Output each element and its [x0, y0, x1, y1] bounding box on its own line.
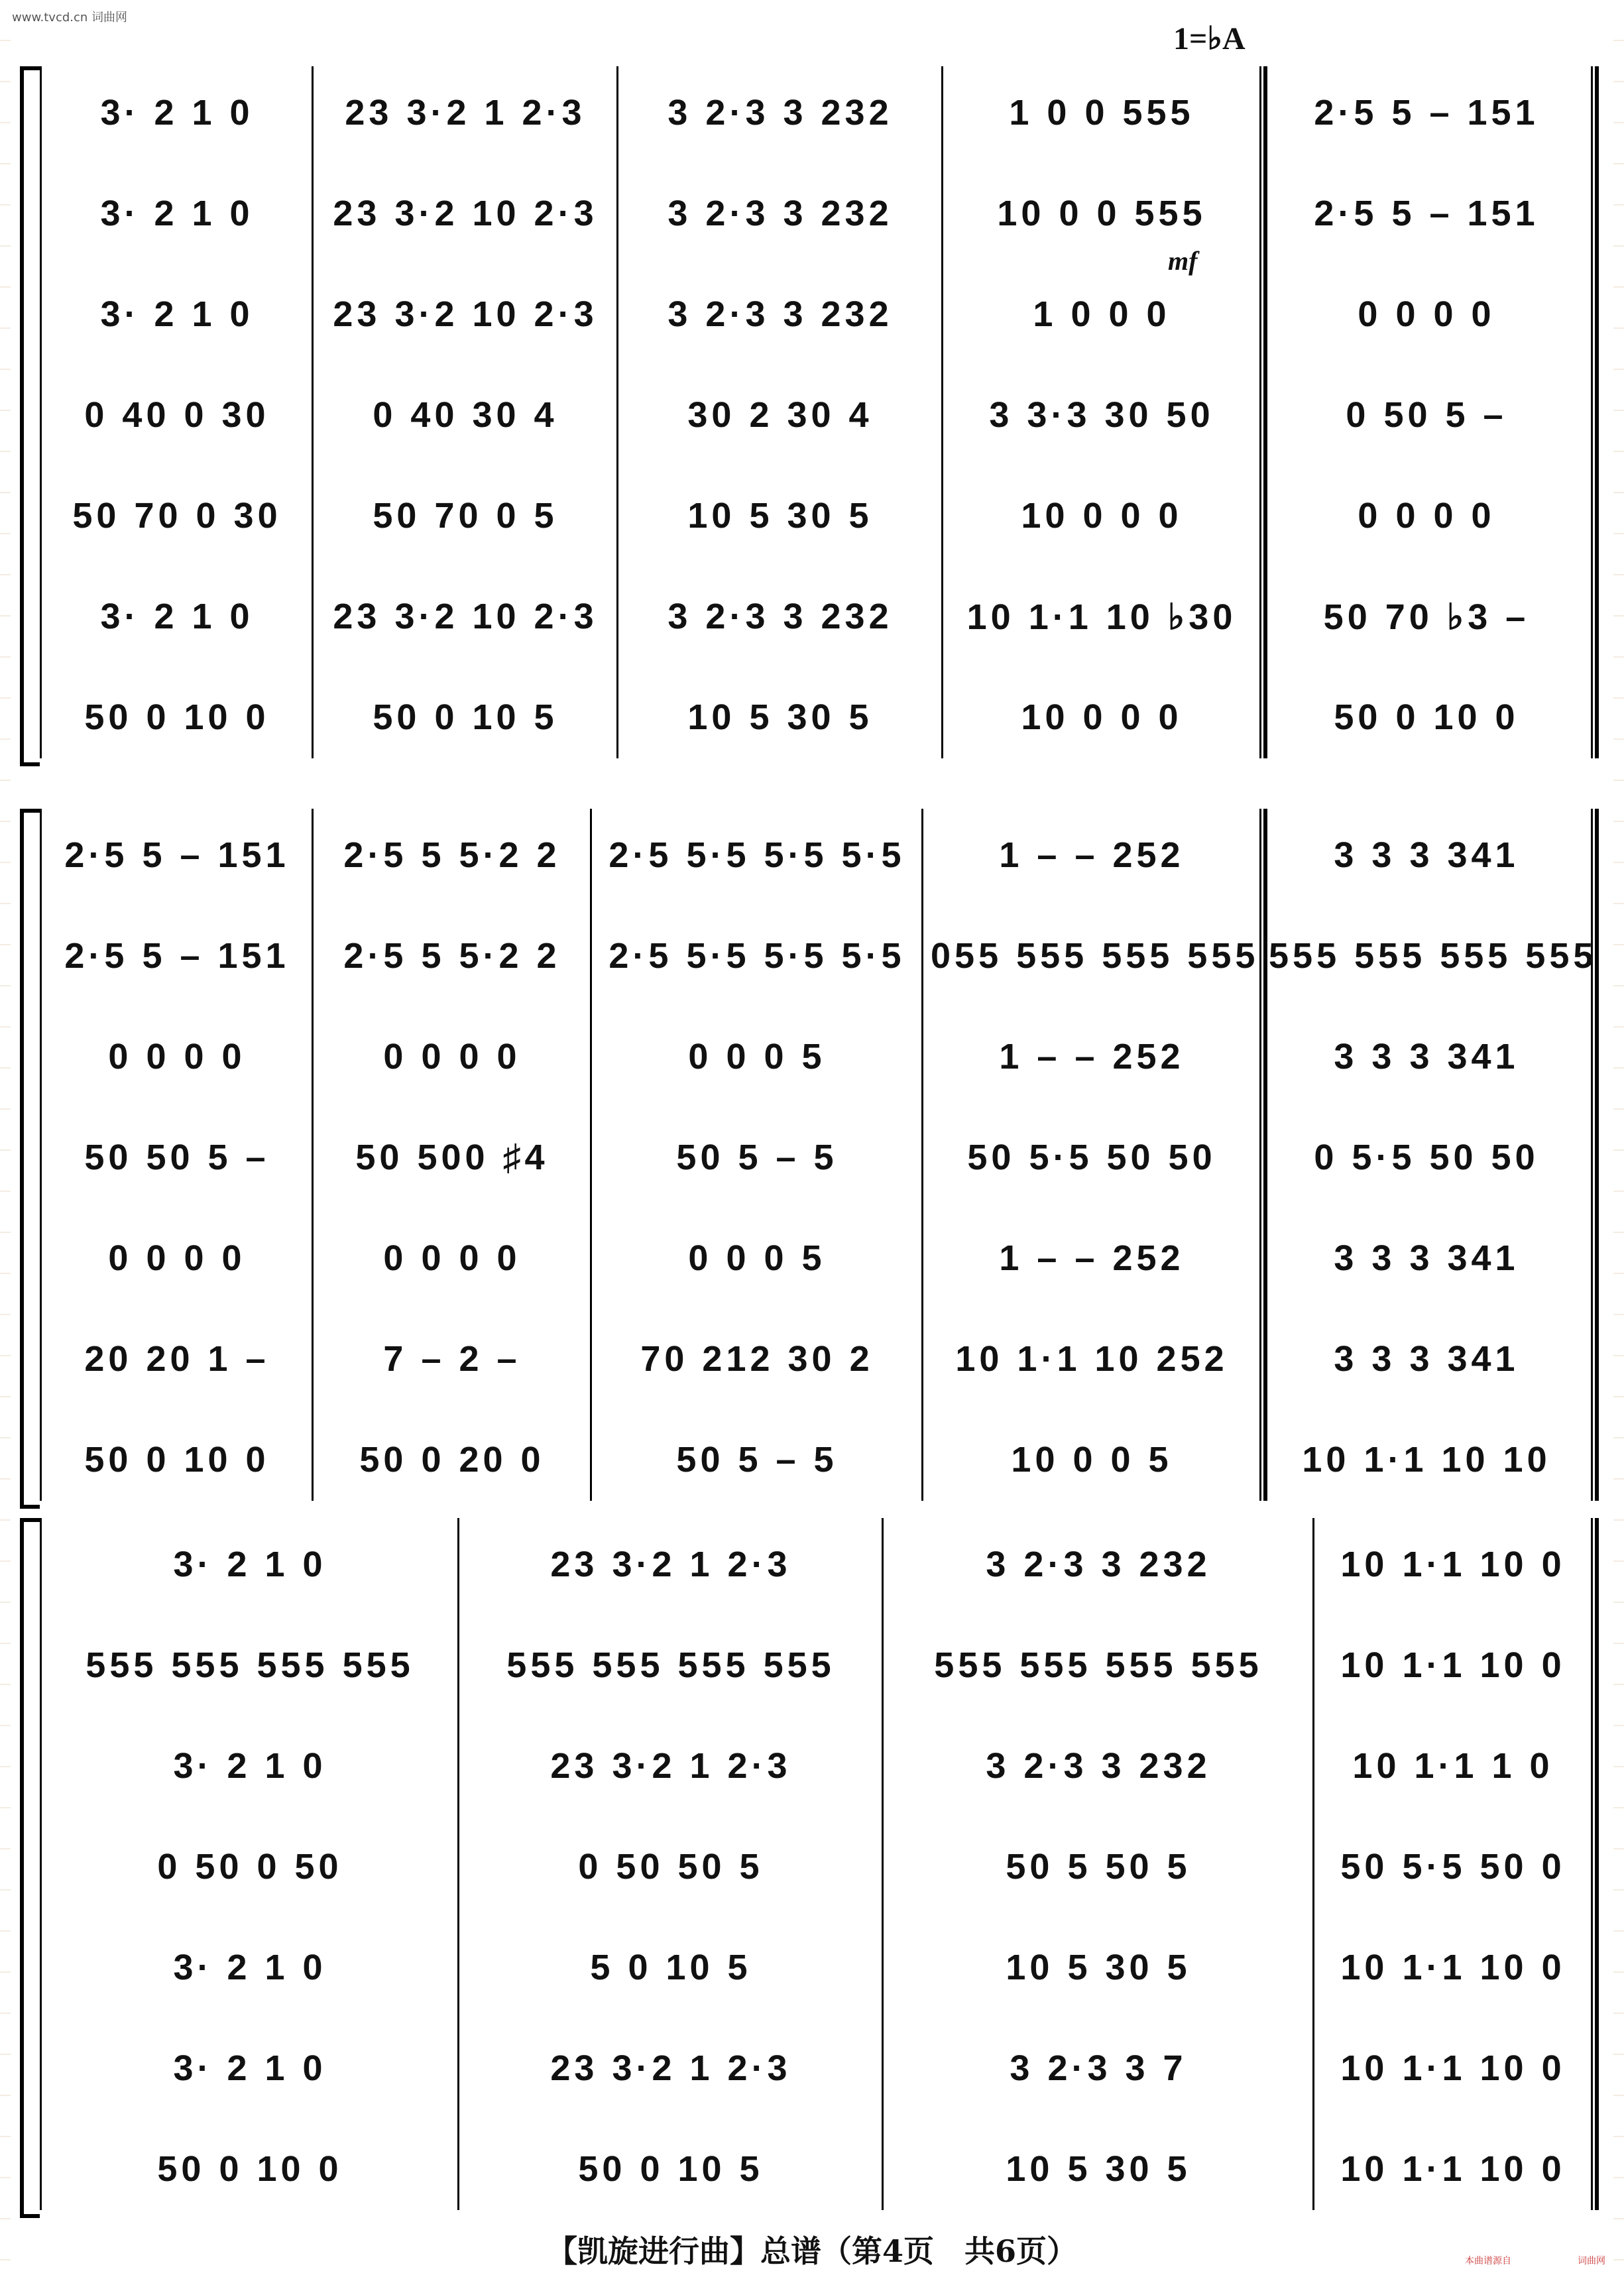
notes: 3· 2 1 0: [173, 1545, 327, 1584]
notes: 0 0 0 0: [1358, 294, 1495, 334]
barline: [941, 66, 943, 758]
system-bracket: [20, 809, 40, 1509]
barline: [312, 809, 314, 1501]
measure: [49, 1632, 451, 1698]
notes: 50 50 5 –: [84, 1138, 270, 1177]
notes: 23 3·2 10 2·3: [333, 194, 598, 233]
notes: 50 0 10 5: [578, 2149, 764, 2189]
measure: [951, 382, 1253, 448]
system-1: [0, 66, 1624, 772]
measure: [321, 583, 610, 650]
measure: [321, 1326, 583, 1392]
measure: [931, 923, 1259, 989]
measure: [49, 2136, 451, 2202]
measure: [49, 281, 305, 347]
notes: 555 555 555 555: [1269, 936, 1597, 976]
notes: 3 2·3 3 7: [1010, 2048, 1187, 2088]
notes: 10 1·1 10 0: [1340, 2048, 1566, 2088]
measure: [1269, 822, 1584, 888]
measure: [931, 1225, 1253, 1291]
measure: [626, 684, 935, 750]
measure: [49, 1326, 305, 1392]
notes: 50 70 ♭3 –: [1323, 597, 1530, 637]
notes: 3 3 3 341: [1334, 1238, 1519, 1278]
notes: 70 212 30 2: [640, 1339, 874, 1379]
measure: [599, 1225, 915, 1291]
notes: 23 3·2 1 2·3: [345, 93, 586, 133]
notes: 0 0 0 0: [383, 1238, 521, 1278]
notes: 10 1·1 10 ♭30: [966, 597, 1237, 637]
notes: 23 3·2 1 2·3: [550, 1545, 791, 1584]
notes: 1 0 0 0: [1033, 294, 1171, 334]
notes: 1 – – 252: [999, 835, 1185, 875]
notes: 50 0 10 0: [157, 2149, 343, 2189]
notes: 555 555 555 555: [934, 1645, 1263, 1685]
notes: 3· 2 1 0: [173, 1746, 327, 1786]
notes: 555 555 555 555: [86, 1645, 414, 1685]
barline: [590, 809, 592, 1501]
notes: 555 555 555 555: [506, 1645, 835, 1685]
notes: 10 1·1 10 10: [1302, 1440, 1551, 1480]
barline: [882, 1518, 884, 2210]
measure: [49, 583, 305, 650]
notes: 50 70 0 30: [72, 496, 282, 536]
notes: 0 0 0 0: [1358, 496, 1495, 536]
notes: 3· 2 1 0: [100, 93, 254, 133]
measure: [467, 2136, 875, 2202]
notes: 10 0 0 0: [1021, 697, 1183, 737]
notes: 5 0 10 5: [590, 1948, 752, 1987]
notes: 3 2·3 3 232: [986, 1746, 1211, 1786]
notes: 50 5 – 5: [676, 1138, 838, 1177]
notes: 2·5 5 5·2 2: [343, 936, 561, 976]
barline: [40, 1518, 42, 2210]
measure: [931, 1326, 1253, 1392]
measure: [321, 281, 610, 347]
notes: 7 – 2 –: [383, 1339, 521, 1379]
measure: [891, 1632, 1306, 1698]
barline: [312, 66, 314, 758]
measure: [931, 822, 1253, 888]
measure: [599, 1427, 915, 1493]
notes: 3 3 3 341: [1334, 835, 1519, 875]
notes: 3· 2 1 0: [100, 597, 254, 636]
measure: [1269, 483, 1584, 549]
notes: 50 500 ♯4: [355, 1138, 549, 1177]
double-barline: [1591, 66, 1599, 758]
notes: 3 2·3 3 232: [667, 194, 893, 233]
system-2: [0, 809, 1624, 1514]
measure: [1269, 180, 1584, 247]
page-title: 【凯旋进行曲】总谱（第4页 共6页）: [546, 2233, 1077, 2269]
notes: 23 3·2 1 2·3: [550, 2048, 791, 2088]
measure: [49, 483, 305, 549]
notes: 3 2·3 3 232: [667, 294, 893, 334]
measure: [49, 1531, 451, 1598]
measure: [321, 1225, 583, 1291]
barline: [40, 809, 42, 1501]
measure: [931, 1124, 1253, 1191]
measure: [49, 1934, 451, 2001]
measure: [49, 684, 305, 750]
notes: 2·5 5 – 151: [1314, 93, 1539, 133]
notes: 10 1·1 1 0: [1352, 1746, 1554, 1786]
measure: [891, 1834, 1306, 1900]
measure: [1269, 1024, 1584, 1090]
barline: [616, 66, 618, 758]
measure: [626, 483, 935, 549]
notes: 1 0 0 555: [1009, 93, 1194, 133]
notes: 50 5·5 50 0: [1340, 1847, 1566, 1887]
site-label: www.tvcd.cn 词曲网: [12, 11, 128, 25]
measure: [321, 80, 610, 146]
measure: [467, 1934, 875, 2001]
notes: 10 5 30 5: [687, 496, 873, 536]
measure: [1269, 1427, 1584, 1493]
double-barline: [1591, 809, 1599, 1501]
measure: [49, 1225, 305, 1291]
measure: [1269, 1225, 1584, 1291]
measure: [1322, 2035, 1584, 2101]
measure: [49, 1427, 305, 1493]
measure: [1269, 382, 1584, 448]
notes: 10 5 30 5: [687, 697, 873, 737]
watermark-logo: 词曲网: [1578, 2256, 1605, 2266]
notes: 1 – – 252: [999, 1037, 1185, 1077]
notes: 10 0 0 5: [1011, 1440, 1173, 1480]
measure: [951, 483, 1253, 549]
notes: 10 1·1 10 0: [1340, 1645, 1566, 1685]
measure: [321, 1024, 583, 1090]
notes: 0 0 0 5: [688, 1238, 826, 1278]
measure: [1269, 281, 1584, 347]
notes: 10 1·1 10 0: [1340, 1948, 1566, 1987]
notes: 50 0 10 0: [1334, 697, 1519, 737]
measure: [1269, 1124, 1584, 1191]
notes: 2·5 5·5 5·5 5·5: [609, 835, 905, 875]
notes: 50 0 20 0: [359, 1440, 545, 1480]
measure: [599, 1326, 915, 1392]
notes: 2·5 5·5 5·5 5·5: [609, 936, 905, 976]
measure: [626, 583, 935, 650]
measure: [49, 2035, 451, 2101]
measure: [626, 80, 935, 146]
measure: [321, 382, 610, 448]
notes: 50 0 10 5: [373, 697, 558, 737]
notes: 2·5 5 – 151: [1314, 194, 1539, 233]
double-barline: [1591, 1518, 1599, 2210]
measure: [321, 483, 610, 549]
notes: 10 5 30 5: [1006, 1948, 1191, 1987]
notes: 20 20 1 –: [84, 1339, 270, 1379]
measure: [467, 1834, 875, 1900]
measure: [1322, 1632, 1584, 1698]
notes: 3· 2 1 0: [173, 2048, 327, 2088]
measure: [1269, 1326, 1584, 1392]
notes: 23 3·2 1 2·3: [550, 1746, 791, 1786]
measure: [626, 382, 935, 448]
notes: 0 50 50 5: [578, 1847, 764, 1887]
notes: 0 40 30 4: [373, 395, 558, 435]
notes: 2·5 5 – 151: [64, 936, 290, 976]
notes: 3· 2 1 0: [100, 294, 254, 334]
measure: [321, 1124, 583, 1191]
measure: [467, 1531, 875, 1598]
notes: 50 70 0 5: [373, 496, 558, 536]
measure: [321, 923, 583, 989]
measure: [49, 1834, 451, 1900]
measure: [891, 1733, 1306, 1799]
notes: 50 5 – 5: [676, 1440, 838, 1480]
notes: 3· 2 1 0: [100, 194, 254, 233]
measure: [599, 923, 915, 989]
measure: [1269, 923, 1597, 989]
system-bracket: [20, 1518, 40, 2218]
measure: [599, 1024, 915, 1090]
notes: 0 0 0 5: [688, 1037, 826, 1077]
measure: [467, 2035, 875, 2101]
measure: [951, 180, 1253, 247]
measure: [321, 822, 583, 888]
measure: [49, 822, 305, 888]
measure: [49, 382, 305, 448]
dynamic-mf: mf: [1168, 246, 1198, 276]
system-3: [0, 1518, 1624, 2223]
notes: 0 5·5 50 50: [1314, 1138, 1539, 1177]
notes: 10 0 0 555: [997, 194, 1206, 233]
barline: [457, 1518, 459, 2210]
measure: [951, 281, 1253, 347]
notes: 0 40 0 30: [84, 395, 270, 435]
measure: [49, 1024, 305, 1090]
measure: [1322, 1834, 1584, 1900]
measure: [1322, 1934, 1584, 2001]
measure: [951, 583, 1253, 650]
notes: 3 3 3 341: [1334, 1339, 1519, 1379]
measure: [321, 180, 610, 247]
notes: 3 3·3 30 50: [989, 395, 1214, 435]
measure: [599, 822, 915, 888]
barline: [921, 809, 923, 1501]
measure: [626, 281, 935, 347]
notes: 0 0 0 0: [108, 1037, 246, 1077]
measure: [891, 1934, 1306, 2001]
measure: [891, 2035, 1306, 2101]
measure: [1322, 2136, 1584, 2202]
notes: 50 5 50 5: [1006, 1847, 1191, 1887]
measure: [49, 923, 305, 989]
measure: [1269, 80, 1584, 146]
measure: [1322, 1733, 1584, 1799]
measure: [321, 1427, 583, 1493]
notes: 50 0 10 0: [84, 697, 270, 737]
measure: [49, 1124, 305, 1191]
measure: [467, 1733, 875, 1799]
notes: 0 50 5 –: [1346, 395, 1507, 435]
measure: [321, 684, 610, 750]
notes: 10 1·1 10 0: [1340, 1545, 1566, 1584]
measure: [1269, 583, 1584, 650]
measure: [467, 1632, 875, 1698]
measure: [626, 180, 935, 247]
notes: 3· 2 1 0: [173, 1948, 327, 1987]
notes: 50 0 10 0: [84, 1440, 270, 1480]
notes: 23 3·2 10 2·3: [333, 294, 598, 334]
notes: 0 0 0 0: [383, 1037, 521, 1077]
notes: 30 2 30 4: [687, 395, 873, 435]
barline: [40, 66, 42, 758]
measure: [891, 1531, 1306, 1598]
watermark: 本曲谱源自: [1465, 2256, 1511, 2266]
notes: 0 0 0 0: [108, 1238, 246, 1278]
measure: [951, 684, 1253, 750]
key-signature: 1=♭A: [1173, 21, 1246, 56]
measure: [931, 1024, 1253, 1090]
barline: [1312, 1518, 1314, 2210]
notes: 50 5·5 50 50: [967, 1138, 1216, 1177]
notes: 10 5 30 5: [1006, 2149, 1191, 2189]
notes: 3 3 3 341: [1334, 1037, 1519, 1077]
notes: 3 2·3 3 232: [667, 597, 893, 636]
notes: 10 0 0 0: [1021, 496, 1183, 536]
measure: [49, 180, 305, 247]
notes: 055 555 555 555: [931, 936, 1259, 976]
notes: 1 – – 252: [999, 1238, 1185, 1278]
notes: 10 1·1 10 0: [1340, 2149, 1566, 2189]
notes: 3 2·3 3 232: [667, 93, 893, 133]
measure: [599, 1124, 915, 1191]
double-barline: [1259, 66, 1267, 758]
notes: 3 2·3 3 232: [986, 1545, 1211, 1584]
system-bracket: [20, 66, 40, 766]
notes: 23 3·2 10 2·3: [333, 597, 598, 636]
double-barline: [1259, 809, 1267, 1501]
measure: [1322, 1531, 1584, 1598]
measure: [49, 80, 305, 146]
notes: 0 50 0 50: [157, 1847, 343, 1887]
measure: [891, 2136, 1306, 2202]
measure: [49, 1733, 451, 1799]
measure: [951, 80, 1253, 146]
measure: [1269, 684, 1584, 750]
notes: 2·5 5 – 151: [64, 835, 290, 875]
measure: [931, 1427, 1253, 1493]
notes: 10 1·1 10 252: [955, 1339, 1228, 1379]
notes: 2·5 5 5·2 2: [343, 835, 561, 875]
